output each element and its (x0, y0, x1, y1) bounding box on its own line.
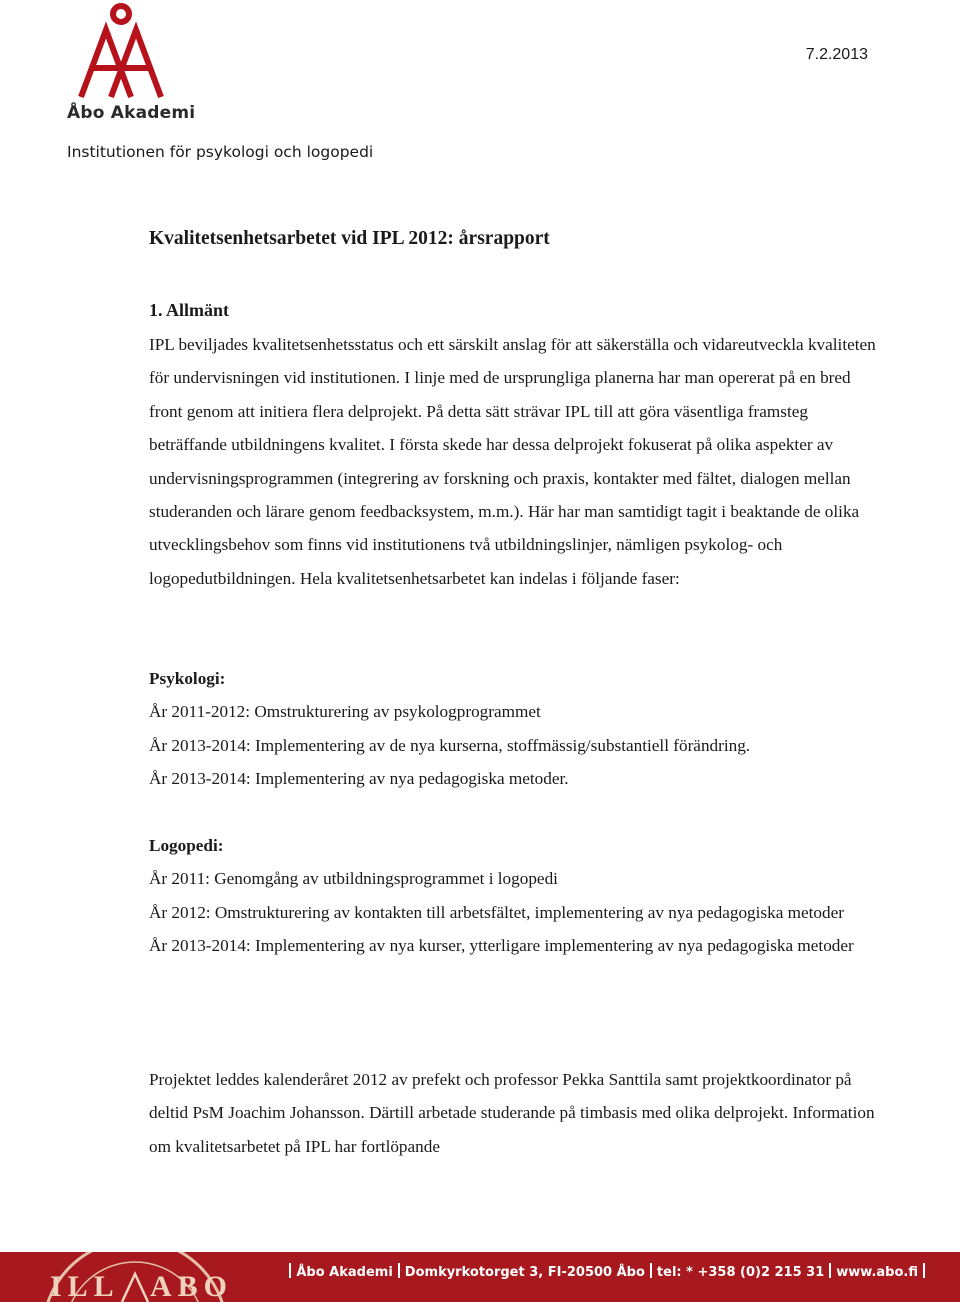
svg-text:ABO: ABO (150, 1270, 234, 1302)
closing-paragraph (149, 1063, 877, 1163)
footer-bar (0, 1252, 960, 1302)
logo-wordmark: Åbo Akademi (67, 103, 196, 123)
logopedics-line: År 2013-2014: Implementering av nya kurser, ytterligare implementering av nya pedagogiska metoder (149, 936, 854, 956)
closing-text: Projektet leddes kalenderåret 2012 av prefekt och professor Pekka Santtila samt projektkoordinator på deltid PsM Joachim Johansson. Därtill arbetade studerande på timbasis med olika delprojekt. Information om kvalitetsarbetet på IPL har fortlöpande (149, 1070, 875, 1156)
logopedics-heading: Logopedi: (149, 836, 224, 855)
logopedics-line: År 2012: Omstrukturering av kontakten till arbetsfältet, implementering av nya pedagogiska metoder (149, 902, 844, 922)
psychology-section (149, 662, 877, 796)
svg-text:ILL: ILL (50, 1270, 120, 1302)
general-paragraph: IPL beviljades kvalitetsenhetsstatus och ett särskilt anslag för att säkerställa och vidareutveckla kvaliteten för undervisningen vid institutionen. I linje med de ursprungliga planerna har man opererat på en bred front genom att initiera flera delprojekt. På detta sätt strävar IPL till att göra väsentliga framsteg beträffande utbildningens kvalitet. I första skede har dessa delprojekt fokuserat på olika aspekter av undervisningsprogrammen (integrering av forskning och praxis, kontakter med fältet, dialogen mellan studeranden och lärare genom feedbacksystem, m.m.). Här har man samtidigt tagit i beaktande de olika utvecklingsbehov som finns vid institutionens två utbildningslinjer, nämligen psykolog- och logopedutbildningen. Hela kvalitetsenhetsarbetet kan indelas i följande faser: (149, 335, 876, 588)
section-heading-general: 1. Allmänt (149, 300, 230, 320)
footer-website[interactable]: www.abo.fi (836, 1265, 918, 1280)
psychology-line: År 2013-2014: Implementering av nya pedagogiska metoder. (149, 769, 569, 789)
footer-contact (284, 1263, 930, 1280)
footer-phone: tel: * +358 (0)2 215 31 (656, 1265, 825, 1280)
logopedics-section (149, 829, 877, 963)
university-seal-icon (0, 1252, 260, 1302)
psychology-heading: Psykologi: (149, 669, 226, 688)
footer-org: Åbo Akademi (296, 1265, 393, 1280)
document-title: Kvalitetsenhetsarbetet vid IPL 2012: årsrapport (149, 228, 550, 249)
document-date: 7.2.2013 (805, 46, 868, 63)
logopedics-line: År 2011: Genomgång av utbildningsprogrammet i logopedi (149, 869, 558, 889)
department-name: Institutionen för psykologi och logopedi (67, 143, 374, 161)
psychology-line: År 2011-2012: Omstrukturering av psykologprogrammet (149, 702, 541, 722)
psychology-line: År 2013-2014: Implementering av de nya kurserna, stoffmässig/substantiell förändring. (149, 735, 751, 755)
footer-address: Domkyrkotorget 3, FI-20500 Åbo (404, 1265, 645, 1280)
